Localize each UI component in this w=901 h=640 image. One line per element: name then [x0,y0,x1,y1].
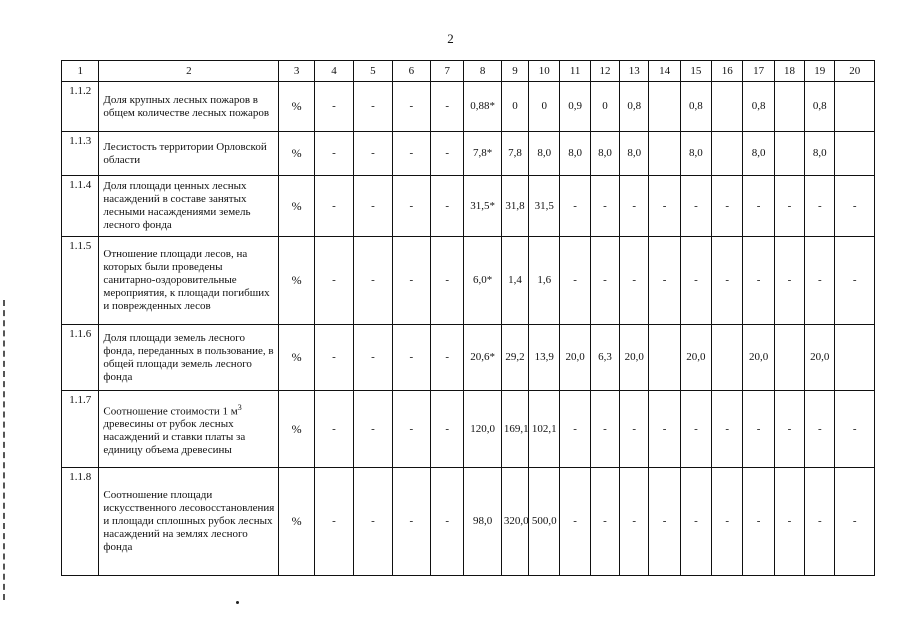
value-cell: - [590,391,619,468]
row-code: 1.1.4 [62,176,99,237]
header-cell: 6 [392,61,430,82]
header-cell: 16 [712,61,743,82]
row-code: 1.1.3 [62,132,99,176]
value-cell: - [680,176,711,237]
header-cell: 7 [431,61,464,82]
header-cell: 19 [805,61,835,82]
value-cell: 8,0 [620,132,649,176]
table-row [62,237,875,325]
table-row [62,468,875,576]
row-code: 1.1.7 [62,391,99,468]
value-cell: - [649,468,680,576]
row-code: 1.1.6 [62,325,99,391]
value-cell [649,132,680,176]
unit-cell: % [279,325,314,391]
value-cell: - [354,391,392,468]
value-cell: - [805,468,835,576]
value-cell: 20,6* [464,325,501,391]
value-cell: - [712,176,743,237]
value-cell [835,82,875,132]
header-cell: 1 [62,61,99,82]
value-cell: 169,1 [501,391,528,468]
value-cell: 0,8 [805,82,835,132]
unit-cell: % [279,468,314,576]
header-cell: 11 [560,61,590,82]
value-cell: - [805,237,835,325]
header-cell: 14 [649,61,680,82]
value-cell: - [431,325,464,391]
unit-cell: % [279,391,314,468]
value-cell: - [392,82,430,132]
value-cell: 8,0 [743,132,774,176]
value-cell: - [354,468,392,576]
value-cell: - [560,237,590,325]
table-row [62,325,875,391]
value-cell [649,325,680,391]
header-cell: 12 [590,61,619,82]
value-cell: 0 [590,82,619,132]
value-cell: - [354,132,392,176]
value-cell: - [431,391,464,468]
value-cell: - [431,237,464,325]
value-cell: - [392,132,430,176]
value-cell: 0,8 [620,82,649,132]
row-name-superscript: 3 [237,402,242,412]
value-cell: 98,0 [464,468,501,576]
value-cell: - [392,176,430,237]
row-name: Доля площади ценных лесных насаждений в составе занятых лесными насаждениями земель лесного фонда [99,176,279,237]
value-cell: - [314,391,353,468]
value-cell: 8,0 [560,132,590,176]
value-cell: - [712,237,743,325]
value-cell: 0 [501,82,528,132]
value-cell: - [314,237,353,325]
table-row [62,82,875,132]
row-name: Доля крупных лесных пожаров в общем количестве лесных пожаров [99,82,279,132]
value-cell: - [590,176,619,237]
value-cell [712,325,743,391]
table-row [62,132,875,176]
header-cell: 15 [680,61,711,82]
header-cell: 5 [354,61,392,82]
value-cell: - [354,237,392,325]
value-cell: 1,6 [529,237,560,325]
value-cell: - [649,391,680,468]
value-cell: 8,0 [805,132,835,176]
value-cell: 1,4 [501,237,528,325]
value-cell: - [431,176,464,237]
value-cell: 31,5 [529,176,560,237]
row-code: 1.1.8 [62,468,99,576]
row-name: Доля площади земель лесного фонда, переданных в пользование, в общей площади земель лесного фонда [99,325,279,391]
value-cell: 102,1 [529,391,560,468]
value-cell: - [743,237,774,325]
header-row [62,61,875,82]
value-cell: - [620,468,649,576]
header-cell: 18 [774,61,804,82]
value-cell: 7,8* [464,132,501,176]
value-cell: 20,0 [560,325,590,391]
value-cell: - [805,391,835,468]
value-cell: - [431,132,464,176]
scan-edge-marks [3,300,8,600]
row-name [99,391,279,468]
value-cell: - [560,468,590,576]
value-cell: - [392,325,430,391]
value-cell: - [354,325,392,391]
value-cell: - [431,468,464,576]
value-cell: - [620,176,649,237]
value-cell: - [354,82,392,132]
value-cell: 31,8 [501,176,528,237]
value-cell: 20,0 [620,325,649,391]
header-cell: 10 [529,61,560,82]
table-row [62,391,875,468]
value-cell: - [774,468,804,576]
value-cell [835,325,875,391]
value-cell [712,82,743,132]
row-name-part: древесины от рубок лесных насаждений и ставки платы за единицу объема древесины [103,418,246,457]
value-cell: 0,8 [743,82,774,132]
value-cell: - [680,468,711,576]
value-cell: - [649,176,680,237]
value-cell [649,82,680,132]
page-number: 2 [447,31,454,46]
value-cell: 0 [529,82,560,132]
header-cell: 3 [279,61,314,82]
value-cell: 8,0 [590,132,619,176]
value-cell: - [680,237,711,325]
scan-dot [236,601,239,604]
value-cell: - [314,132,353,176]
value-cell: 500,0 [529,468,560,576]
value-cell: - [590,468,619,576]
header-cell: 17 [743,61,774,82]
value-cell: - [712,391,743,468]
value-cell: - [560,391,590,468]
value-cell: - [314,325,353,391]
value-cell: - [774,176,804,237]
value-cell: 8,0 [529,132,560,176]
value-cell: - [835,468,875,576]
value-cell: 29,2 [501,325,528,391]
value-cell: 320,0 [501,468,528,576]
value-cell: 6,3 [590,325,619,391]
value-cell: - [392,468,430,576]
row-code: 1.1.5 [62,237,99,325]
value-cell: - [774,237,804,325]
value-cell [774,325,804,391]
value-cell: - [354,176,392,237]
value-cell: - [431,82,464,132]
unit-cell: % [279,82,314,132]
unit-cell: % [279,132,314,176]
value-cell [774,82,804,132]
header-cell: 4 [314,61,353,82]
header-cell: 9 [501,61,528,82]
indicator-table [61,60,875,576]
value-cell: 0,8 [680,82,711,132]
value-cell: 31,5* [464,176,501,237]
value-cell: - [743,468,774,576]
unit-cell: % [279,176,314,237]
value-cell: 120,0 [464,391,501,468]
value-cell [712,132,743,176]
value-cell: 20,0 [805,325,835,391]
value-cell: - [743,176,774,237]
value-cell: 0,88* [464,82,501,132]
row-code: 1.1.2 [62,82,99,132]
row-name-part: Соотношение стоимости 1 м [103,405,238,418]
header-cell: 8 [464,61,501,82]
value-cell: - [835,391,875,468]
value-cell: - [560,176,590,237]
value-cell: - [620,391,649,468]
value-cell [835,132,875,176]
value-cell: - [314,82,353,132]
value-cell: - [835,176,875,237]
value-cell: 8,0 [680,132,711,176]
value-cell: - [314,176,353,237]
value-cell: 20,0 [680,325,711,391]
value-cell: - [392,237,430,325]
table-row [62,176,875,237]
value-cell: 13,9 [529,325,560,391]
value-cell: - [620,237,649,325]
value-cell: - [835,237,875,325]
value-cell: - [649,237,680,325]
value-cell: - [743,391,774,468]
value-cell: - [392,391,430,468]
unit-cell: % [279,237,314,325]
header-cell: 13 [620,61,649,82]
value-cell: 0,9 [560,82,590,132]
value-cell: - [712,468,743,576]
row-name: Соотношение площади искусственного лесовосстановления и площади сплошных рубок лесных насаждений на землях лесного фонда [99,468,279,576]
value-cell: - [680,391,711,468]
value-cell: - [314,468,353,576]
value-cell: 6,0* [464,237,501,325]
value-cell: - [590,237,619,325]
row-name: Лесистость территории Орловской области [99,132,279,176]
header-cell: 2 [99,61,279,82]
value-cell: 20,0 [743,325,774,391]
value-cell: 7,8 [501,132,528,176]
value-cell: - [805,176,835,237]
header-cell: 20 [835,61,875,82]
value-cell: - [774,391,804,468]
row-name: Отношение площади лесов, на которых были проведены санитарно-оздоровительные мероприятия, к площади погибших и поврежденных лесов [99,237,279,325]
value-cell [774,132,804,176]
